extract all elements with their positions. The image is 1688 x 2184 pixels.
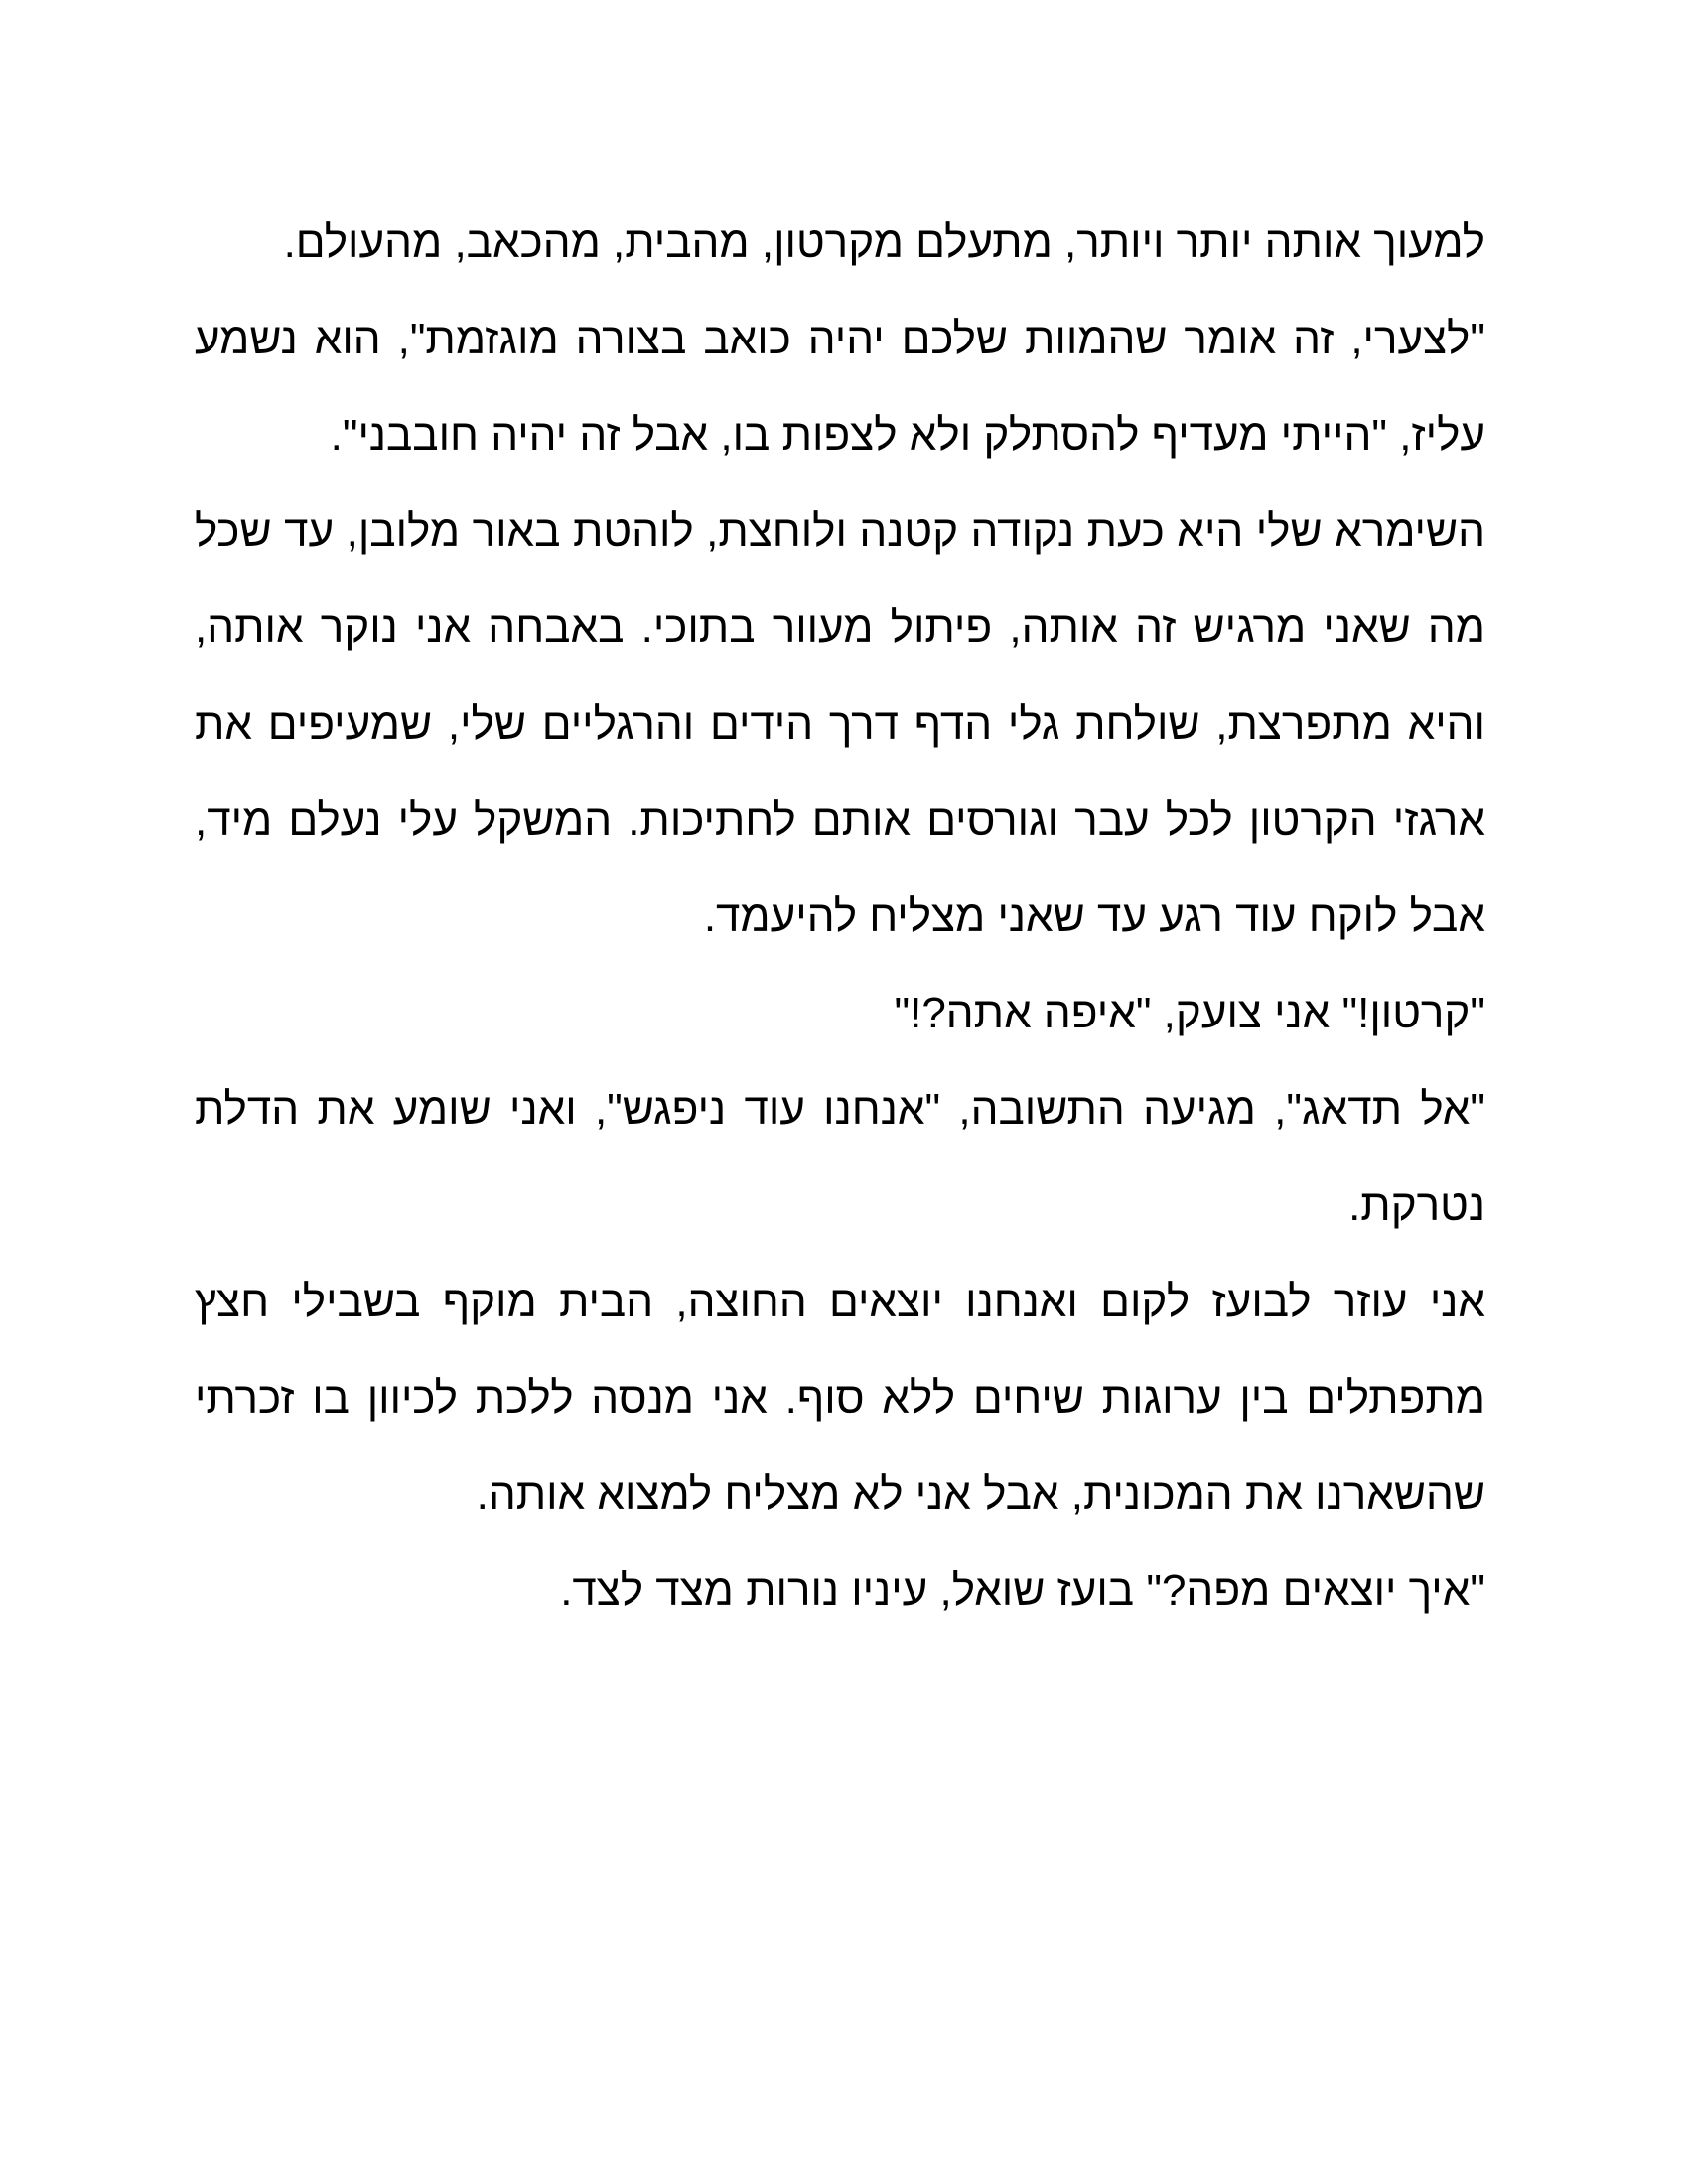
paragraph: "אל תדאג", מגיעה התשובה, "אנחנו עוד ניפגש", ואני שומע את הדלת נטרקת. (195, 1085, 1485, 1230)
body-text (195, 195, 1485, 1639)
paragraph: "קרטון!" אני צועק, "איפה אתה?!" (894, 989, 1485, 1037)
paragraph: "לצערי, זה אומר שהמוות שלכם יהיה כואב בצורה מוגזמת", הוא נשמע עליז, "הייתי מעדיף להסתלק ולא לצפות בו, אבל זה יהיה חובבני". (195, 315, 1485, 460)
paragraph: אני עוזר לבועז לקום ואנחנו יוצאים החוצה, הבית מוקף בשבילי חצץ מתפתלים בין ערוגות שיחים ללא סוף. אני מנסה ללכת לכיוון בו זכרתי שהשארנו את המכונית, אבל אני לא מצליח למצוא אותה. (195, 1278, 1485, 1519)
paragraph: למעוך אותה יותר ויותר, מתעלם מקרטון, מהבית, מהכאב, מהעולם. (283, 218, 1485, 267)
paragraph: "איך יוצאים מפה?" בועז שואל, עיניו נורות מצד לצד. (560, 1567, 1485, 1615)
paragraph: השימרא שלי היא כעת נקודה קטנה ולוחצת, לוהטת באור מלובן, עד שכל מה שאני מרגיש זה אותה, פיתול מעוור בתוכי. באבחה אני נוקר אותה, והיא מתפרצת, שולחת גלי הדף דרך הידים והרגליים שלי, שמעיפים את ארגזי הקרטון לכל עבר וגורסים אותם לחתיכות. המשקל עלי נעלם מיד, אבל לוקח עוד רגע עד שאני מצליח להיעמד. (195, 507, 1485, 941)
